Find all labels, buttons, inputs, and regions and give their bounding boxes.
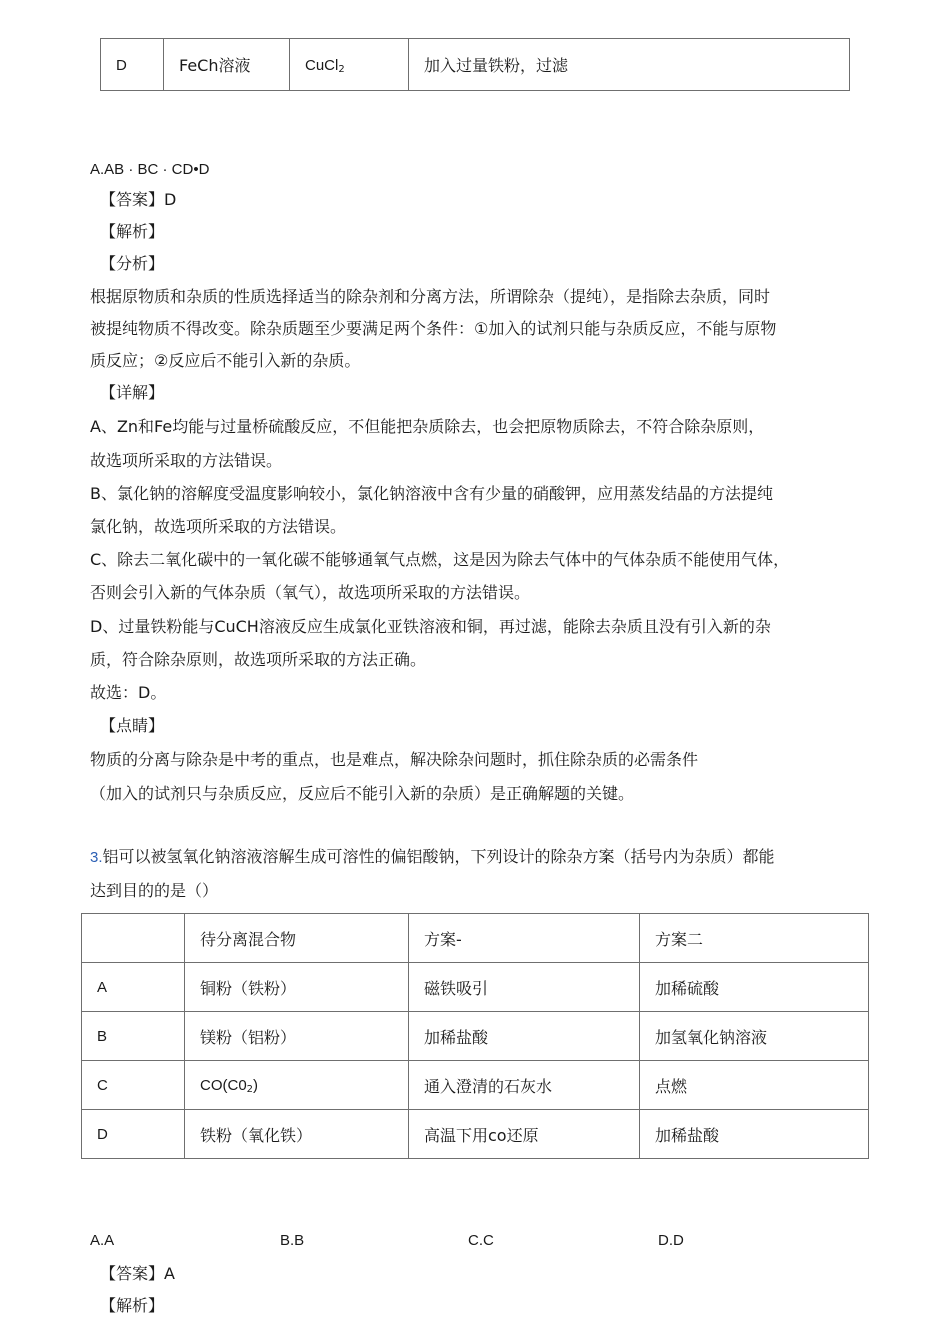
table-row (82, 963, 869, 1012)
table-row (101, 39, 850, 91)
table-header-row (82, 914, 869, 963)
q3-analysis-tag: 【解析】 (100, 1296, 165, 1315)
q2-detail-tag: 【详解】 (100, 383, 165, 402)
paragraph-line: 被提纯物质不得改变。除杂质题至少要满足两个条件：①加入的试剂只能与杂质反应，不能与原物 (90, 319, 777, 338)
table-row (82, 1061, 869, 1110)
paragraph-line: 氯化钠，故选项所采取的方法错误。 (90, 517, 347, 536)
table-cell: 镁粉（铝粉） (185, 1012, 409, 1061)
q3-option-b: B.B (280, 1232, 305, 1249)
table-cell: D (82, 1110, 185, 1159)
paragraph-line: （加入的试剂只与杂质反应，反应后不能引入新的杂质）是正确解题的关键。 (90, 784, 635, 803)
paragraph-line: 故选：D。 (90, 683, 167, 702)
paragraph-line: 质反应；②反应后不能引入新的杂质。 (90, 351, 361, 370)
q3-stem-line: 3.铝可以被氢氧化钠溶液溶解生成可溶性的偏铝酸钠，下列设计的除杂方案（括号内为杂质）都能 (90, 847, 775, 866)
prev-question-table (100, 38, 850, 91)
paragraph-line: D、过量铁粉能与CuCH溶液反应生成氯化亚铁溶液和铜，再过滤，能除去杂质且没有引入新的杂 (90, 617, 771, 636)
q3-table (81, 913, 869, 1159)
table-cell: 磁铁吸引 (409, 963, 640, 1012)
table-header-cell: 待分离混合物 (185, 914, 409, 963)
table-cell: 通入澄清的石灰水 (409, 1061, 640, 1110)
table-cell: $CO(C0_2)$ (185, 1061, 409, 1110)
paragraph-line: 物质的分离与除杂是中考的重点，也是难点，解决除杂问题时，抓住除杂质的必需条件 (90, 750, 699, 769)
paragraph-line: A、Zn和Fe均能与过量桥硫酸反应，不但能把杂质除去，也会把原物质除去，不符合除杂原则， (90, 417, 765, 436)
q3-option-a: A.A (90, 1232, 115, 1249)
table-cell: 加稀盐酸 (409, 1012, 640, 1061)
table-cell: 高温下用co还原 (409, 1110, 640, 1159)
q2-dianjing-tag: 【点睛】 (100, 716, 165, 735)
q2-answer: 【答案】D (100, 190, 177, 209)
q2-options: A.AB · BC · CD•D (90, 161, 210, 178)
table-header-cell: 方案- (409, 914, 640, 963)
paragraph-line: 根据原物质和杂质的性质选择适当的除杂剂和分离方法，所谓除杂（提纯），是指除去杂质，同时 (90, 287, 771, 306)
table-cell: 加氢氧化钠溶液 (640, 1012, 869, 1061)
q3-answer: 【答案】A (100, 1264, 175, 1283)
paragraph-line: B、氯化钠的溶解度受温度影响较小，氯化钠溶液中含有少量的硝酸钾，应用蒸发结晶的方法提纯 (90, 484, 773, 503)
table-cell: C (82, 1061, 185, 1110)
table-cell: 铜粉（铁粉） (185, 963, 409, 1012)
table-cell: 加入过量铁粉，过滤 (409, 39, 850, 91)
paragraph-line: 否则会引入新的气体杂质（氧气），故选项所采取的方法错误。 (90, 583, 531, 602)
table-row (82, 1110, 869, 1159)
q2-fenxi-tag: 【分析】 (100, 254, 165, 273)
table-cell: D (101, 39, 164, 91)
table-row (82, 1012, 869, 1061)
q3-option-c: C.C (468, 1232, 494, 1249)
paragraph-line: 故选项所采取的方法错误。 (90, 451, 283, 470)
q3-stem-line: 达到目的的是（） (90, 881, 219, 900)
table-cell: 加稀盐酸 (640, 1110, 869, 1159)
paragraph-line: 质，符合除杂原则，故选项所采取的方法正确。 (90, 650, 427, 669)
table-cell: 加稀硫酸 (640, 963, 869, 1012)
table-cell: FeCh溶液 (164, 39, 290, 91)
table-header-cell: 方案二 (640, 914, 869, 963)
q3-option-d: D.D (658, 1232, 684, 1249)
paragraph-line: C、除去二氧化碳中的一氧化碳不能够通氧气点燃，这是因为除去气体中的气体杂质不能使用气体， (90, 550, 790, 569)
table-cell: CuCl$_2$ (290, 39, 409, 91)
table-cell: A (82, 963, 185, 1012)
table-cell: 铁粉（氧化铁） (185, 1110, 409, 1159)
table-cell: B (82, 1012, 185, 1061)
table-header-cell (82, 914, 185, 963)
question-number: 3. (90, 849, 103, 866)
q2-analysis-tag: 【解析】 (100, 222, 165, 241)
table-cell: 点燃 (640, 1061, 869, 1110)
